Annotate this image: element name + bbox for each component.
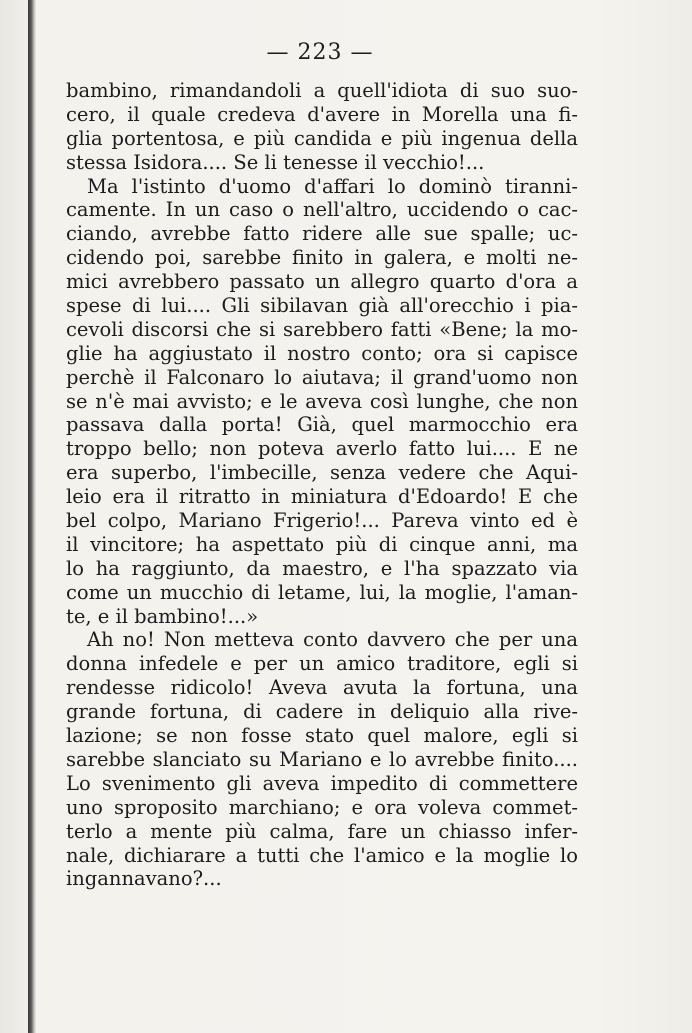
text-line: stessa Isidora.... Se li tenesse il vecchio!... — [66, 150, 485, 174]
text-line: se n'è mai avvisto; e le aveva così lunghe, che non — [66, 389, 578, 413]
text-line: leio era il ritratto in miniatura d'Edoardo! E che — [66, 485, 578, 509]
text-line: cero, il quale credeva d'avere in Morella una fi- — [66, 102, 578, 126]
text-line: rendesse ridicolo! Aveva avuta la fortuna, una — [66, 676, 578, 700]
text-line: lazione; se non fosse stato quel malore, egli si — [66, 724, 578, 748]
text-line: ingannavano?... — [66, 867, 222, 891]
text-line: Ma l'istinto d'uomo d'affari lo dominò tiranni- — [87, 174, 578, 198]
text-line: grande fortuna, di cadere in deliquio alla rive- — [66, 700, 578, 724]
text-line: bambino, rimandandoli a quell'idiota di suo suo- — [66, 79, 578, 102]
text-line: Ah no! Non metteva conto davvero che per una — [87, 628, 578, 652]
page-gutter-edge — [28, 0, 36, 1033]
text-line: glia portentosa, e più candida e più ingenua della — [66, 126, 578, 150]
text-line: perchè il Falconaro lo aiutava; il grand'uomo non — [66, 365, 578, 389]
text-line: come un mucchio di letame, lui, la moglie, l'aman- — [66, 580, 578, 604]
text-line: donna infedele e per un amico traditore, egli si — [66, 652, 578, 676]
text-line: mici avrebbero passato un allegro quarto d'ora a — [66, 270, 578, 294]
text-line: sarebbe slanciato su Mariano e lo avrebbe finito.... — [66, 747, 578, 771]
text-line: te, e il bambino!...» — [66, 604, 259, 628]
text-line: ciando, avrebbe fatto ridere alle sue spalle; uc- — [66, 222, 578, 246]
text-line: lo ha raggiunto, da maestro, e l'ha spazzato via — [66, 556, 578, 580]
text-line: cidendo poi, sarebbe finito in galera, e molti ne- — [66, 246, 578, 270]
text-line: spese di lui.... Gli sibilavan già all'orecchio i pia- — [66, 294, 578, 318]
text-line: era superbo, l'imbecille, senza vedere che Aqui- — [66, 461, 578, 485]
text-line: cevoli discorsi che si sarebbero fatti «Bene; la mo- — [66, 317, 578, 341]
text-line: troppo bello; non poteva averlo fatto lui.... E ne — [66, 437, 578, 461]
text-line: il vincitore; ha aspettato più di cinque anni, ma — [66, 532, 578, 556]
text-line: Lo svenimento gli aveva impedito di commettere — [66, 771, 578, 795]
text-line: camente. In un caso o nell'altro, uccidendo o cac- — [66, 198, 578, 222]
text-line: glie ha aggiustato il nostro conto; ora si capisce — [66, 341, 578, 365]
text-line: passava dalla porta! Già, quel marmocchio era — [66, 413, 578, 437]
page-number: — 223 — — [266, 40, 374, 65]
text-line: terlo a mente più calma, fare un chiasso infer- — [66, 819, 578, 843]
text-line: uno sproposito marchiano; e ora voleva commet- — [66, 795, 578, 819]
text-line: nale, dichiarare a tutti che l'amico e la moglie lo — [66, 843, 578, 867]
body-text — [66, 79, 578, 891]
text-line: bel colpo, Mariano Frigerio!... Pareva vinto ed è — [66, 509, 578, 533]
